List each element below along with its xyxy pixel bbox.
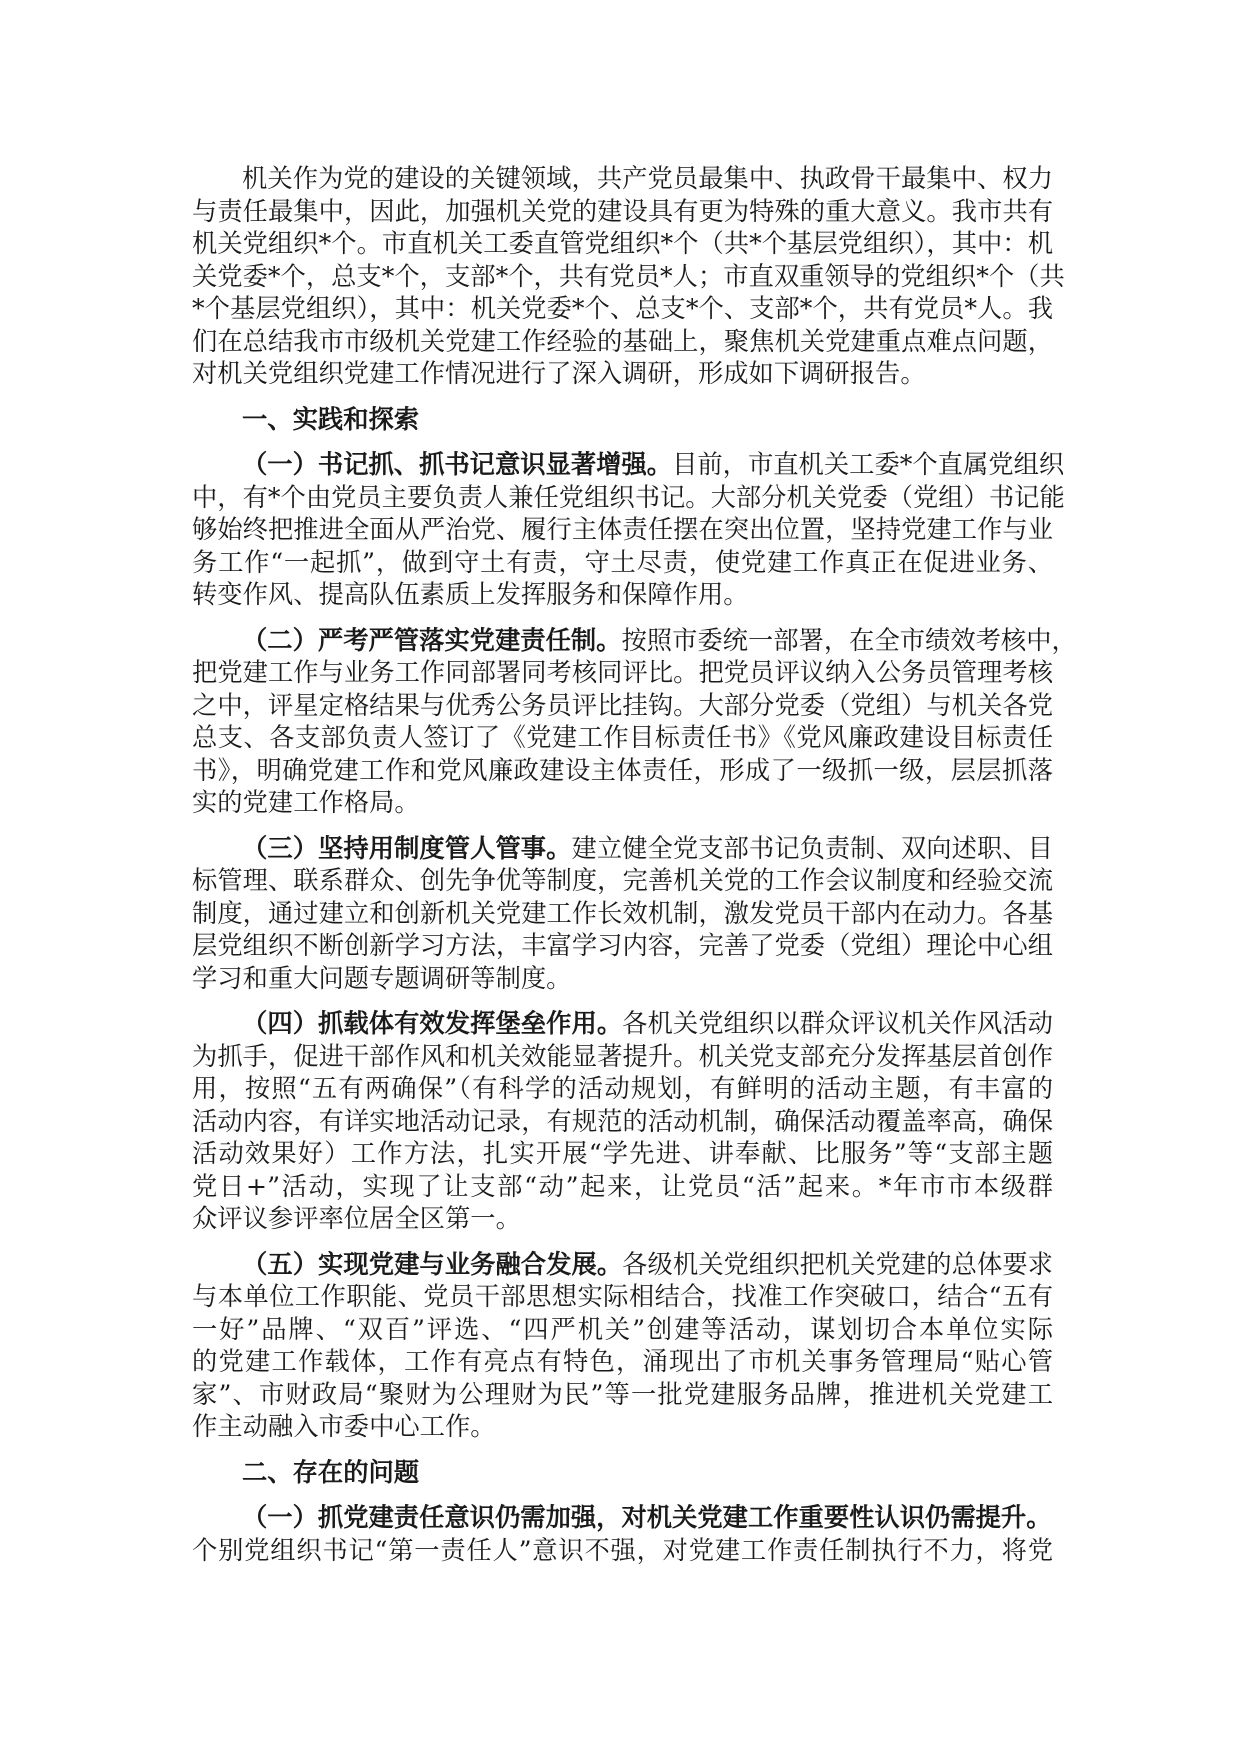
text-line: 们在总结我市市级机关党建工作经验的基础上，聚焦机关党建重点难点问题， [192,326,1053,356]
text-line: 的党建工作载体，工作有亮点有特色，涌现出了市机关事务管理局“贴心管 [192,1347,1053,1376]
text-line [192,625,1077,658]
intro-paragraph [192,163,1065,391]
text-run: 各机关党组织以群众评议机关作风活动 [622,1009,1053,1038]
text-line: 机关作为党的建设的关键领域，共产党员最集中、执政骨干最集中、权力 [242,164,1053,193]
text-line: 把党建工作与业务工作同部署同考核同评比。把党员评议纳入公务员管理考核 [192,658,1053,687]
paragraph-lead: （五）实现党建与业务融合发展。 [242,1249,623,1279]
text-run: 按照市委统一部署，在全市绩效考核中， [621,625,1077,655]
text-line: 众评议参评率位居全区第一。 [192,1204,521,1233]
paragraph-1-4 [192,1008,1053,1236]
text-line: 与本单位工作职能、党员干部思想实际相结合，找准工作突破口，结合“五有 [192,1282,1053,1311]
text-line: 活动内容，有详实地活动记录，有规范的活动机制，确保活动覆盖率高，确保 [192,1106,1053,1136]
text-line: 够始终把推进全面从严治党、履行主体责任摆在突出位置，坚持党建工作与业 [192,515,1053,544]
text-line: 学习和重大问题专题调研等制度。 [192,963,572,993]
paragraph-1-3 [192,833,1053,996]
paragraph-1-2 [192,625,1077,820]
text-line: 转变作风、提高队伍素质上发挥服务和保障作用。 [192,580,749,609]
text-line [192,833,1053,866]
text-line: 之中，评星定格结果与优秀公务员评比挂钩。大部分党委（党组）与机关各党 [192,690,1053,720]
paragraph-lead: （一）抓党建责任意识仍需加强，对机关党建工作重要性认识仍需提升。 [242,1503,1052,1532]
text-line: 个别党组织书记“第一责任人”意识不强，对党建工作责任制执行不力，将党 [192,1535,1053,1565]
paragraph-lead: （三）坚持用制度管人管事。 [242,833,572,863]
paragraph-lead: （四）抓载体有效发挥堡垒作用。 [242,1009,623,1038]
paragraph-lead: （二）严考严管落实党建责任制。 [242,625,622,655]
text-line: 作主动融入市委中心工作。 [192,1412,496,1441]
text-line: 书》，明确党建工作和党风廉政建设主体责任，形成了一级抓一级，层层抓落 [192,755,1053,785]
text-line: 实的党建工作格局。 [192,788,420,817]
text-run: 建立健全党支部书记负责制、双向述职、目 [571,833,1053,863]
section-heading-1: 一、实践和探索 [242,404,420,434]
text-line: 对机关党组织党建工作情况进行了深入调研，形成如下调研报告。 [192,359,926,388]
text-line [192,449,1065,482]
text-line: 为抓手，促进干部作风和机关效能显著提升。机关党支部充分发挥基层首创作 [192,1041,1053,1071]
document-body [192,163,1077,1580]
text-line [192,1008,1053,1041]
text-run: 目前，市直机关工委*个直属党组织 [672,450,1065,479]
text-line: 总支、各支部负责人签订了《党建工作目标责任书》《党风廉政建设目标责任 [192,723,1053,752]
text-line: 务工作“一起抓”，做到守土有责，守土尽责，使党建工作真正在促进业务、 [192,547,1053,577]
text-line: 标管理、联系群众、创先争优等制度，完善机关党的工作会议制度和经验交流 [192,866,1053,895]
text-line: 用，按照“五有两确保”（有科学的活动规划，有鲜明的活动主题，有丰富的 [192,1074,1053,1103]
text-line: 层党组织不断创新学习方法，丰富学习内容，完善了党委（党组）理论中心组 [192,931,1053,960]
text-line: 中，有*个由党员主要负责人兼任党组织书记。大部分机关党委（党组）书记能 [192,482,1065,512]
text-line: *个基层党组织），其中：机关党委*个、总支*个、支部*个，共有党员*人。我 [192,294,1053,323]
paragraph-2-1 [192,1502,1053,1567]
section-heading-2: 二、存在的问题 [242,1457,420,1487]
paragraph-1-5 [192,1249,1053,1444]
text-line: 制度，通过建立和创新机关党建工作长效机制，激发党员干部内在动力。各基 [192,898,1053,928]
text-line: 家”、市财政局“聚财为公理财为民”等一批党建服务品牌，推进机关党建工 [192,1379,1053,1409]
text-line: 与责任最集中，因此，加强机关党的建设具有更为特殊的重大意义。我市共有 [192,196,1053,226]
paragraph-lead: （一）书记抓、抓书记意识显著增强。 [242,450,673,479]
text-line: 机关党组织*个。市直机关工委直管党组织*个（共*个基层党组织），其中：机 [192,229,1053,258]
text-line: 一好”品牌、“双百”评选、“四严机关”创建等活动，谋划切合本单位实际 [192,1314,1053,1344]
paragraph-1-1 [192,449,1065,612]
text-line [192,1502,1053,1535]
text-line: 党日+”活动，实现了让支部“动”起来，让党员“活”起来。*年市市本级群 [192,1171,1053,1201]
text-line: 活动效果好）工作方法，扎实开展“学先进、讲奉献、比服务”等“支部主题 [192,1139,1053,1168]
text-line: 关党委*个，总支*个，支部*个，共有党员*人；市直双重领导的党组织*个（共 [192,261,1065,291]
text-run: 各级机关党组织把机关党建的总体要求 [622,1249,1053,1279]
text-line [192,1249,1053,1282]
